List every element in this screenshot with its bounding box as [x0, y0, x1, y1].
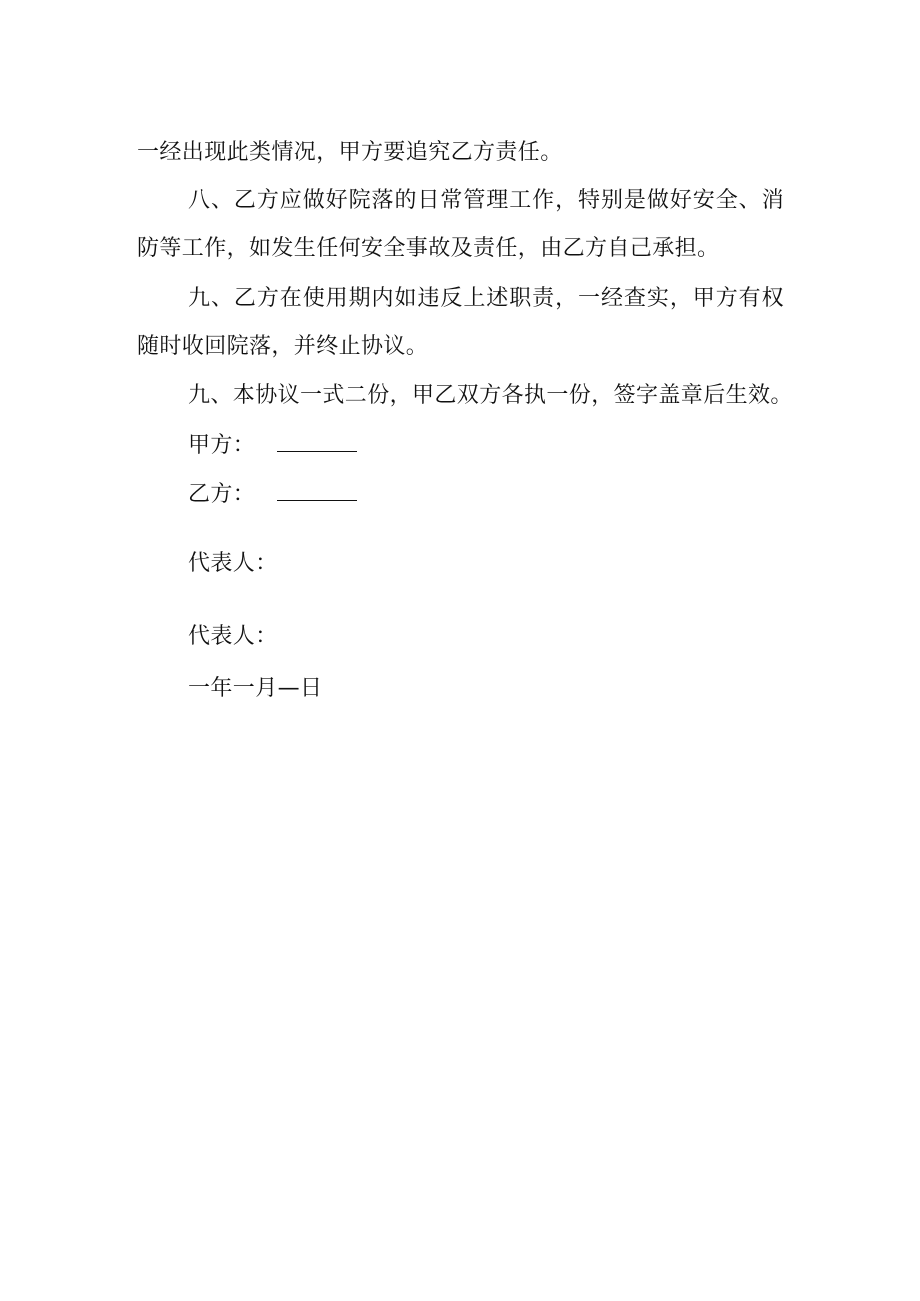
- representative-a-label: 代表人：: [188, 551, 278, 576]
- party-b-label: 乙方：: [188, 482, 256, 507]
- party-b-signature-blank: [277, 482, 357, 501]
- clause-9-line-1: 九、乙方在使用期内如违反上述职责，一经查实，甲方有权: [188, 286, 784, 311]
- representative-b-label: 代表人：: [188, 624, 278, 649]
- party-a-label: 甲方：: [188, 433, 256, 458]
- paragraph-line-continuation: 一经出现此类情况，甲方要追究乙方责任。: [137, 140, 563, 165]
- clause-9-line-2: 随时收回院落，并终止协议。: [137, 334, 429, 359]
- clause-8-line-1: 八、乙方应做好院落的日常管理工作，特别是做好安全、消: [188, 188, 784, 213]
- party-b-row: [188, 480, 357, 510]
- date-line: 一年一月—日: [188, 676, 323, 701]
- clause-copies-line: 九、本协议一式二份，甲乙双方各执一份，签字盖章后生效。: [188, 383, 793, 408]
- clause-8-line-2: 防等工作，如发生任何安全事故及责任，由乙方自己承担。: [137, 236, 720, 261]
- party-a-row: [188, 431, 357, 461]
- party-a-signature-blank: [277, 433, 357, 452]
